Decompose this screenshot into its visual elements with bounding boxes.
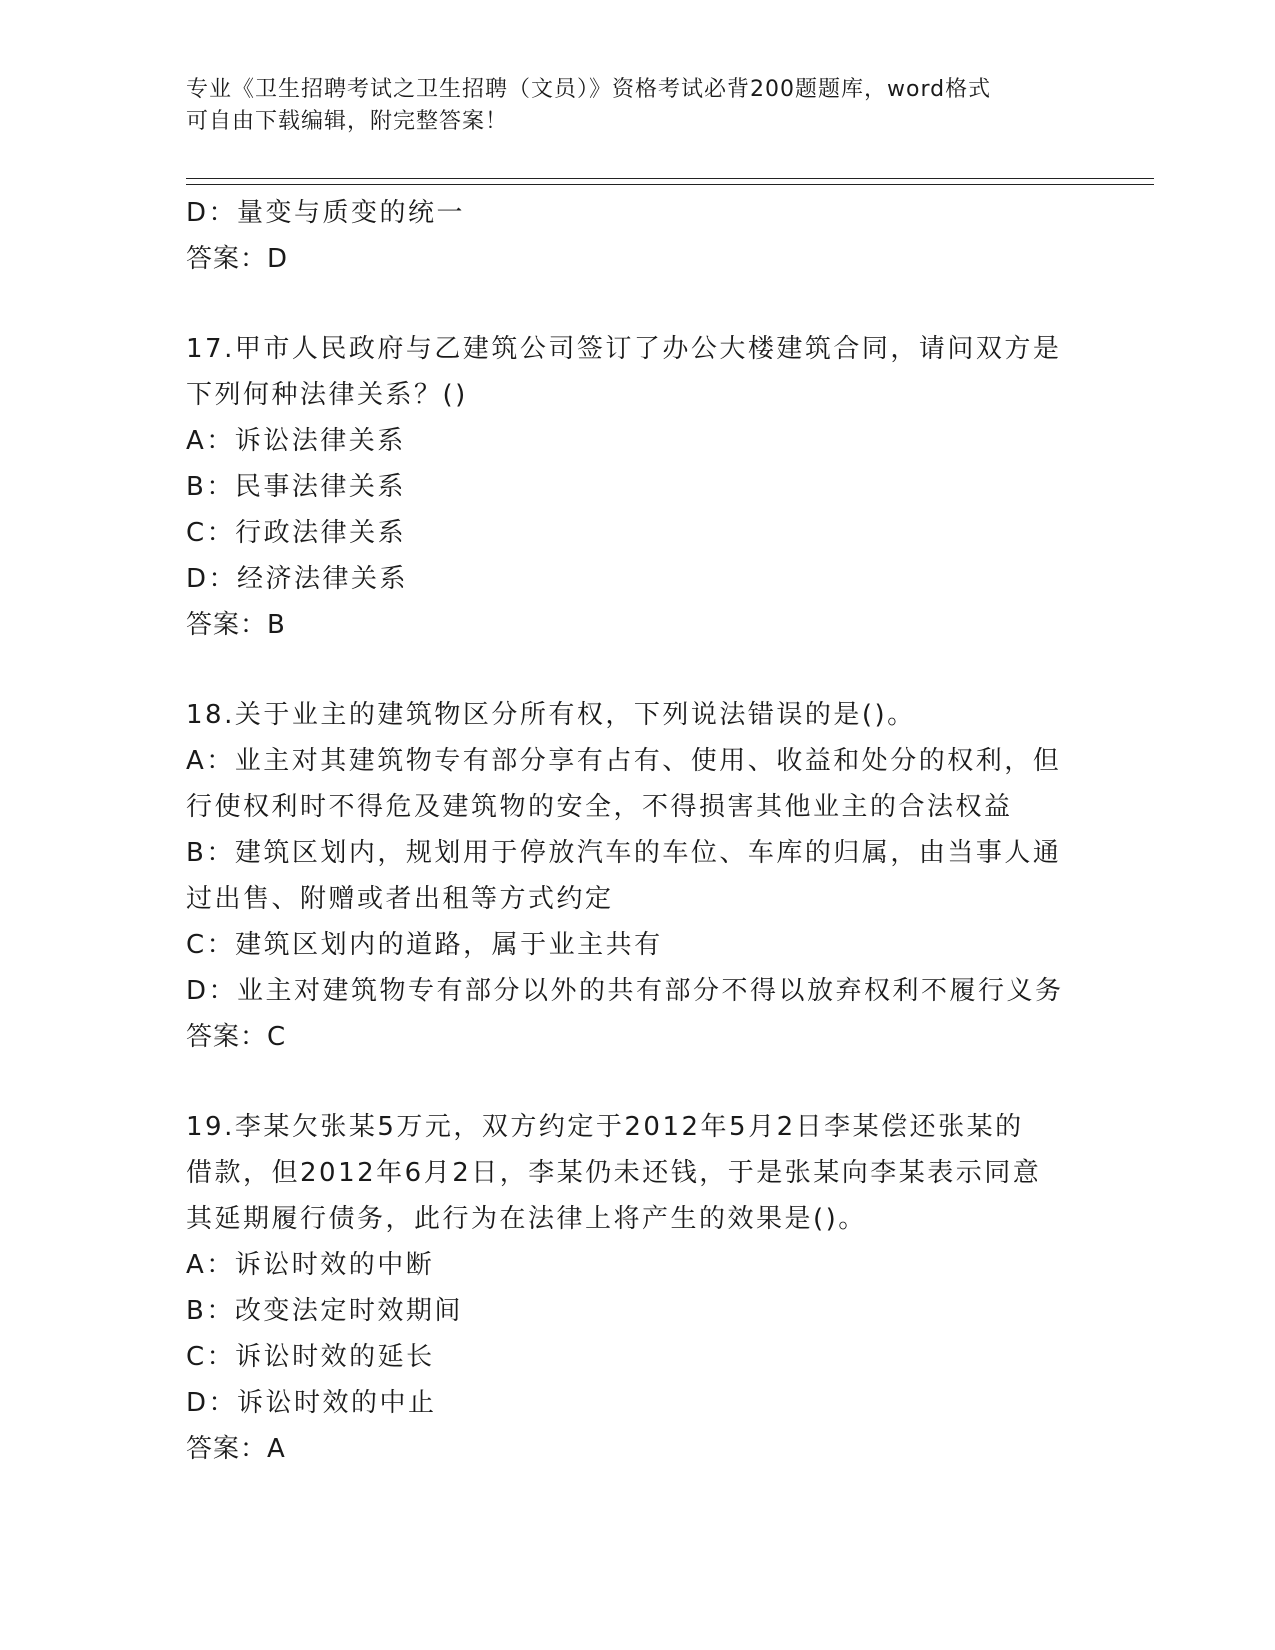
option-a-continued: 行使权利时不得危及建筑物的安全，不得损害其他业主的合法权益 xyxy=(186,792,1013,822)
answer: 答案：D xyxy=(186,244,289,274)
option-c: C：建筑区划内的道路，属于业主共有 xyxy=(186,930,663,960)
option-d: D：业主对建筑物专有部分以外的共有部分不得以放弃权利不履行义务 xyxy=(186,976,1064,1006)
header-line-1: 专业《卫生招聘考试之卫生招聘（文员）》资格考试必背200题题库，word格式 xyxy=(186,77,992,102)
header-divider-top xyxy=(186,178,1154,179)
question-stem: 借款，但2012年6月2日，李某仍未还钱，于是张某向李某表示同意 xyxy=(186,1158,1042,1188)
option-a: A：诉讼时效的中断 xyxy=(186,1250,435,1280)
answer: 答案：C xyxy=(186,1022,287,1052)
question-stem: 17.甲市人民政府与乙建筑公司签订了办公大楼建筑合同，请问双方是 xyxy=(186,334,1062,364)
option-b: B：改变法定时效期间 xyxy=(186,1296,463,1326)
option-d: D：经济法律关系 xyxy=(186,564,409,594)
document-body xyxy=(186,190,1086,1472)
option-a: A：诉讼法律关系 xyxy=(186,426,406,456)
question-stem: 19.李某欠张某5万元，双方约定于2012年5月2日李某偿还张某的 xyxy=(186,1112,1024,1142)
header-line-2: 可自由下载编辑，附完整答案！ xyxy=(186,109,509,134)
option-c: C：诉讼时效的延长 xyxy=(186,1342,435,1372)
previous-question-tail xyxy=(186,190,1086,282)
header-divider-bottom xyxy=(186,184,1154,185)
document-header xyxy=(186,74,1086,138)
question-17 xyxy=(186,326,1086,648)
option-c: C：行政法律关系 xyxy=(186,518,407,548)
question-19 xyxy=(186,1104,1086,1472)
option-d: D：量变与质变的统一 xyxy=(186,198,466,228)
answer: 答案：B xyxy=(186,610,286,640)
option-b: B：民事法律关系 xyxy=(186,472,406,502)
answer: 答案：A xyxy=(186,1434,286,1464)
option-a: A：业主对其建筑物专有部分享有占有、使用、收益和处分的权利，但 xyxy=(186,746,1062,776)
question-stem: 18.关于业主的建筑物区分所有权，下列说法错误的是()。 xyxy=(186,700,916,730)
question-stem: 其延期履行债务，此行为在法律上将产生的效果是()。 xyxy=(186,1204,867,1234)
option-b: B：建筑区划内，规划用于停放汽车的车位、车库的归属，由当事人通 xyxy=(186,838,1062,868)
option-d: D：诉讼时效的中止 xyxy=(186,1388,437,1418)
option-b-continued: 过出售、附赠或者出租等方式约定 xyxy=(186,884,614,914)
question-stem: 下列何种法律关系？() xyxy=(186,380,468,410)
question-18 xyxy=(186,692,1086,1060)
